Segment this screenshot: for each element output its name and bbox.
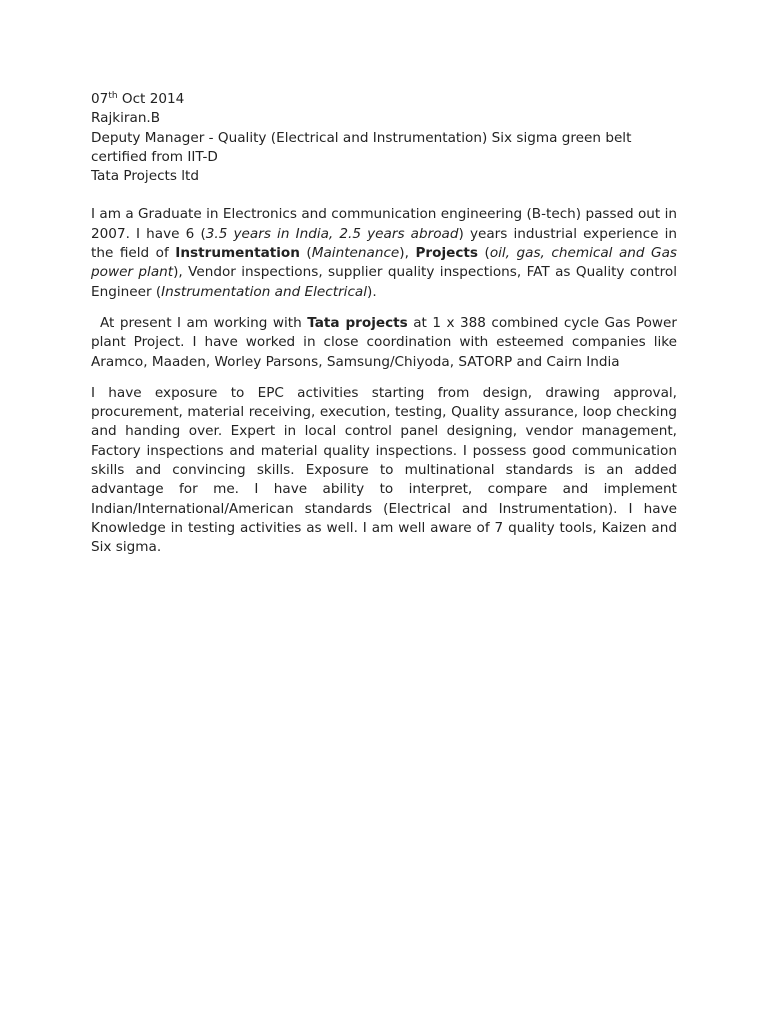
date-rest: Oct 2014 (117, 91, 185, 107)
designation-line-1: Deputy Manager - Quality (Electrical and Instrumentation) Six sigma green belt (91, 129, 632, 146)
para1-italic-2: Maintenance (311, 245, 400, 262)
para2-bold-1: Tata projects (307, 314, 408, 331)
para2-text-2: at 1 x 388 combined cycle Gas Power plant Project. I have worked in close coordination with esteemed companies like Aramco, Maaden, Worley Parsons, Samsung/Chiyoda, SATORP and Cairn India (91, 314, 677, 370)
para1-italic-3: oil, gas, chemical and Gas power plant (91, 245, 677, 281)
paragraph-present-work (91, 314, 677, 372)
para1-text-5: ( (477, 245, 490, 262)
company-name: Tata Projects ltd (91, 168, 200, 185)
paragraph-exposure: I have exposure to EPC activities starting from design, drawing approval, procurement, material receiving, execution, testing, Quality assurance, loop checking and handing over. Expert in local control panel designing, vendor management, Factory inspections and material quality inspections. I possess good communication skills and convincing skills. Exposure to multinational standards is an added advantage for me. I have ability to interpret, compare and implement Indian/International/American standards (Electrical and Instrumentation). I have Knowledge in testing activities as well. I am well aware of 7 quality tools, Kaizen and Six sigma. (91, 384, 677, 556)
designation-line-2: certified from IIT-D (91, 148, 218, 165)
para1-bold-1: Instrumentation (175, 245, 300, 262)
date-suffix: th (108, 91, 118, 101)
author-name: Rajkiran.B (91, 110, 161, 127)
para1-bold-2: Projects (415, 245, 478, 262)
date-line (91, 90, 677, 109)
para1-italic-1: 3.5 years in India, 2.5 years abroad (205, 225, 459, 242)
paragraph-background (91, 205, 677, 301)
para1-text-7: ). (367, 283, 377, 300)
para1-text-6: ), Vendor inspections, supplier quality inspections, FAT as Quality control Engineer ( (91, 264, 677, 300)
para2-text-1: At present I am working with (100, 314, 308, 331)
para1-text-3: ( (299, 245, 312, 262)
date-day: 07 (91, 91, 109, 107)
para1-text-4: ), (399, 245, 416, 262)
para1-text-1: I am a Graduate in Electronics and communication engineering (B-tech) passed out in 2007. I have 6 ( (91, 206, 677, 242)
para1-italic-4: Instrumentation and Electrical (161, 283, 368, 300)
document-page (91, 90, 677, 558)
para1-text-2: ) years industrial experience in the field of (91, 225, 678, 262)
